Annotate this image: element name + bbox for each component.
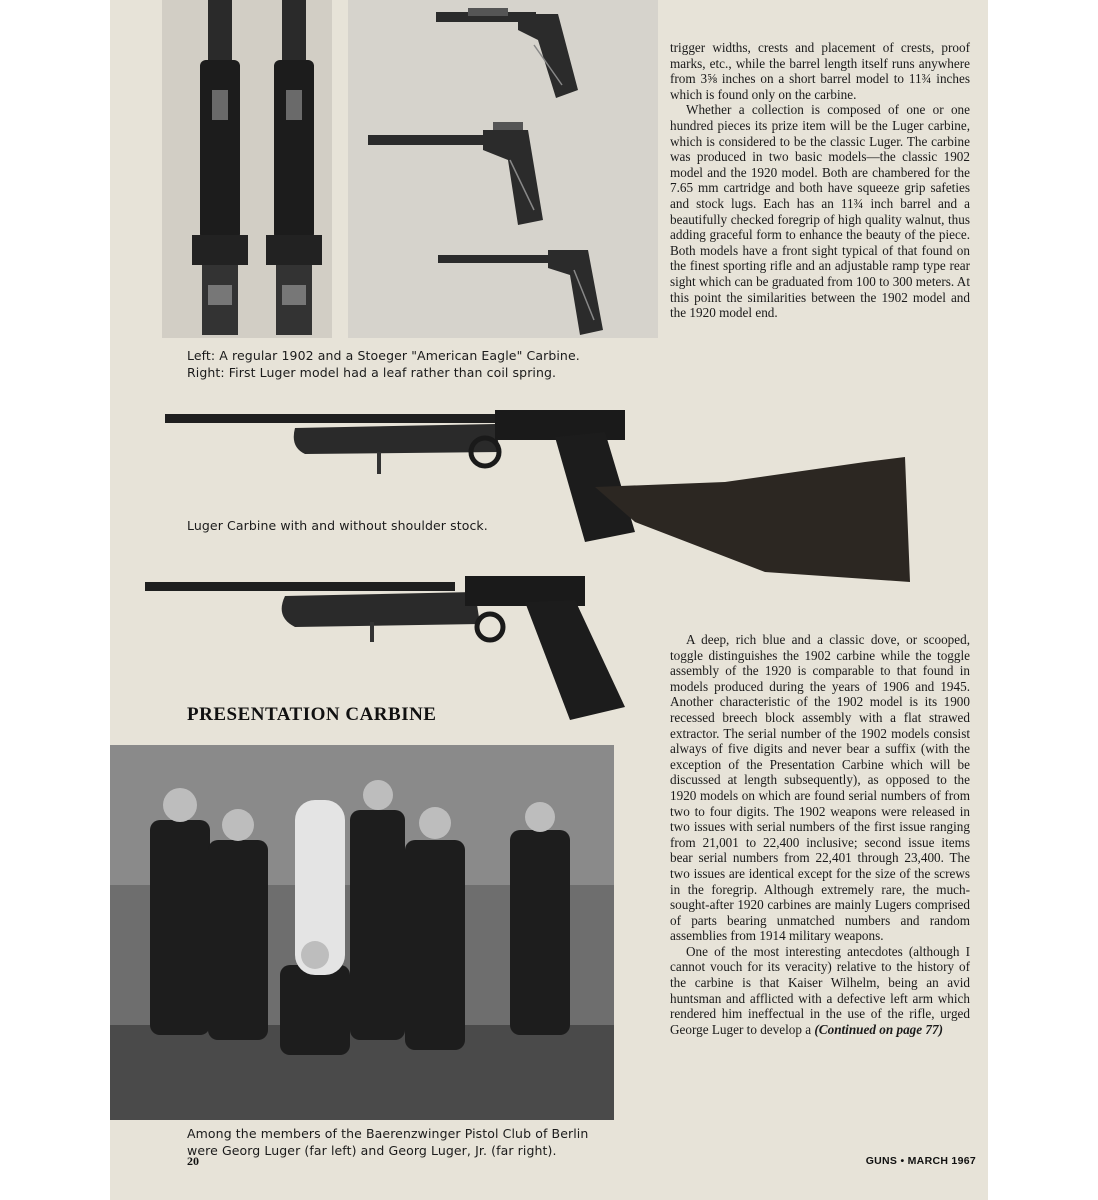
caption-top-right-line: Right: First Luger model had a leaf rather than coil spring. (187, 365, 557, 380)
caption-top-left-line: Left: A regular 1902 and a Stoeger "American Eagle" Carbine. (187, 348, 580, 363)
caption-club-line-1: Among the members of the Baerenzwinger Pistol Club of Berlin (187, 1126, 589, 1141)
article-column-bottom (670, 632, 970, 1037)
continued-note: (Continued on page 77) (814, 1021, 943, 1037)
article-text: One of the most interesting antecdotes (although I cannot vouch for its veracity) relative to the history of the carbine is that Kaiser Wilhelm, being an avid huntsman and afflicted with a defective left arm which rendered him ineffectual in the use of the rifle, urged George Luger to develop a (670, 943, 970, 1037)
caption-carbine-stock: Luger Carbine with and without shoulder stock. (187, 518, 488, 533)
article-paragraph: A deep, rich blue and a classic dove, or scooped, toggle distinguishes the 1902 carbine while the toggle assembly of the 1920 is comparable to that found in models produced during the years of 1906 and 1945. Another characteristic of the 1902 model is its 1900 recessed breech block assembly with a flat strawed extractor. The serial number of the 1902 models consist always of five digits and never bear a suffix (with the exception of the Presentation Carbine which will be discussed at length subsequently), as opposed to the 1920 models on which are found serial numbers of from two to four digits. The 1902 weapons were released in two issues with serial numbers of the first issue ranging from 21,001 to 22,400 inclusive; second issue items bear serial numbers from 22,401 through 23,400. The two issues are identical except for the size of the screws in the foregrip. Although extremely rare, the much-sought-after 1920 carbines are mainly Lugers comprised of parts bearing unmatched numbers and random assemblies from 1914 military weapons. (670, 632, 970, 944)
article-column-top (670, 40, 970, 321)
magazine-footer: GUNS • MARCH 1967 (865, 1155, 976, 1167)
photo-carbines-top-view (162, 0, 332, 338)
photo-pistol-club-members (110, 745, 614, 1120)
photo-carbine-with-stock (165, 402, 945, 592)
page-number: 20 (187, 1154, 199, 1168)
article-paragraph: trigger widths, crests and placement of crests, proof marks, etc., while the barrel length itself runs anywhere from 3⅝ inches on a short barrel model to 11¾ inches which is found only on the carbine. (670, 40, 970, 102)
caption-pistol-club (187, 1125, 657, 1159)
caption-club-line-2: were Georg Luger (far left) and Georg Luger, Jr. (far right). (187, 1143, 557, 1158)
caption-top-photos (187, 347, 657, 381)
section-heading: PRESENTATION CARBINE (187, 704, 437, 725)
magazine-page (110, 0, 988, 1200)
article-paragraph (670, 944, 970, 1038)
photo-first-luger-models (348, 0, 658, 338)
article-paragraph: Whether a collection is composed of one or one hundred pieces its prize item will be the Luger carbine, which is considered to be the classic Luger. The carbine was produced in two basic models—the classic 1902 model and the 1920 model. Both are chambered for the 7.65 mm cartridge and both have squeeze grip safeties and stock lugs. Each has an 11¾ inch barrel and a beautifully checked foregrip of high quality walnut, thus adding graceful form to enhance the beauty of the piece. Both models have a front sight typical of that found on the finest sporting rifle and an adjustable ramp type rear sight which can be graduated from 100 to 300 meters. At this point the similarities between the 1902 model and the 1920 model end. (670, 102, 970, 321)
photo-carbine-without-stock (145, 572, 665, 722)
